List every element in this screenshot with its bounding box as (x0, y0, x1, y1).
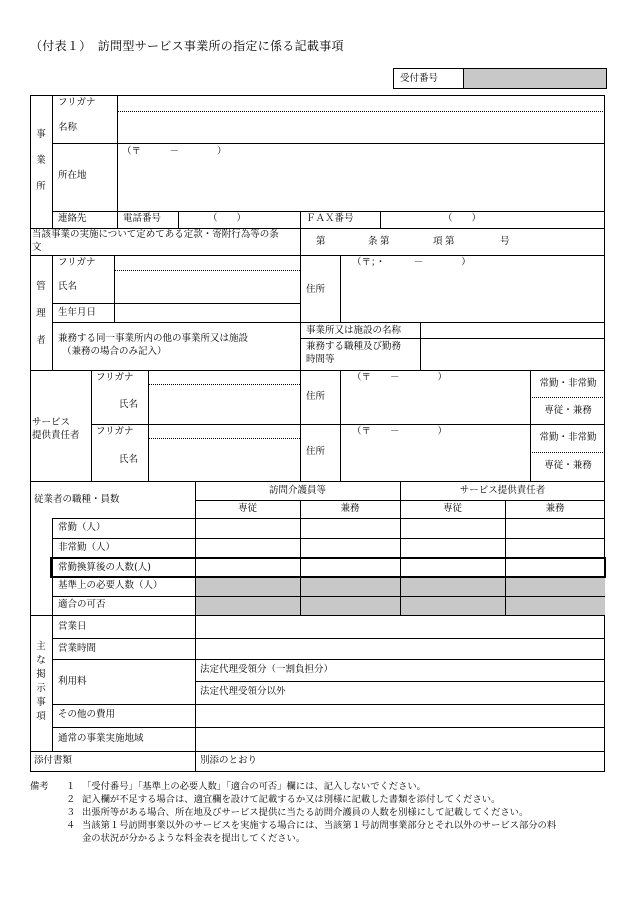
staff-group-visiting: 訪問介護員等 (268, 485, 326, 496)
note-item-4: ４ 当該第１号訪問事業以外のサービスを実施する場合には、当該第１号訪問事業部分とそれ以外のサービス部分の料 (66, 820, 557, 831)
note-item-4-cont: 金の状況が分かるような料金表を提出してください。 (82, 833, 306, 844)
main-label-5: 事 (36, 697, 46, 708)
main-days-label: 営業日 (58, 621, 87, 632)
provider2-postal: （〒 － ） (352, 426, 448, 437)
staff-row-fulltime: 常勤（人） (58, 522, 106, 533)
provider2-address-label: 住所 (306, 446, 326, 457)
provider1-fulltime: 常勤・非常勤 (539, 378, 597, 389)
manager-concurrent-line2: （兼務の場合のみ記入） (62, 346, 167, 357)
articles-label-line2: 文 (32, 242, 42, 253)
note-item-1: 備考 １ 「受付番号」「基準上の必要人数」「適合の可否」欄には、記入しないでください。 (30, 781, 426, 792)
staff-title: 従業者の職種・員数 (34, 494, 120, 505)
provider-label-line1: サービス (32, 417, 71, 428)
provider-label-line2: 提供責任者 (32, 430, 80, 441)
provider1-address-label: 住所 (306, 391, 326, 402)
provider1-dedicated: 専従・兼務 (544, 405, 592, 416)
articles-label-line1: 当該事業の実施について定めてある定款・寄附行為等の条 (32, 229, 279, 240)
staff-sub-4: 兼務 (545, 503, 565, 514)
provider2-furigana-label: フリガナ (96, 426, 134, 437)
articles-dai-2: 第 (380, 236, 390, 247)
staff-sub-1: 専従 (237, 503, 257, 514)
receipt-number-label: 受付番号 (394, 69, 464, 88)
main-hours-label: 営業時間 (58, 643, 97, 654)
staff-group-provider: サービス提供責任者 (459, 485, 546, 496)
manager-section-label-3: 者 (36, 335, 46, 346)
staff-row-parttime: 非常勤（人） (58, 542, 116, 553)
main-area-label: 通常の事業実施地域 (58, 733, 144, 744)
notes (30, 780, 556, 845)
attach-label: 添付書類 (34, 755, 73, 766)
manager-postal: （〒；・ － ） (352, 257, 471, 268)
provider1-name-label: 氏名 (119, 399, 139, 410)
manager-address-label: 住所 (306, 284, 326, 295)
main-label-2: な (36, 655, 46, 666)
staff-sub-3: 専従 (442, 503, 462, 514)
staff-sub-2: 兼務 (340, 503, 360, 514)
office-phone-paren: （ ） (208, 213, 247, 224)
manager-section-label-1: 管 (36, 281, 46, 292)
manager-dob-label: 生年月日 (58, 307, 97, 318)
office-section-label-3: 所 (36, 181, 46, 192)
articles-go: 号 (500, 236, 510, 247)
manager-duty-line1: 兼務する職種及び勤務 (306, 341, 402, 352)
manager-section-label-2: 理 (36, 308, 46, 319)
staff-row-required: 基準上の必要人数（人） (58, 580, 163, 591)
main-label-6: 項 (36, 711, 46, 722)
manager-name-label: 氏名 (58, 281, 78, 292)
note-item-3: ３ 出張所等がある場合、所在地及びサービス提供に当たる訪問介護員の人数を別様にして記載してください。 (66, 807, 529, 818)
articles-ko: 項 (433, 236, 443, 247)
main-label-4: 示 (36, 683, 46, 694)
manager-concurrent-line1: 兼務する同一事業所内の他の事業所又は施設 (58, 333, 249, 344)
office-contact-label: 連絡先 (58, 213, 87, 224)
main-other-fee-label: その他の費用 (58, 709, 116, 720)
office-address-label: 所在地 (58, 170, 87, 181)
provider2-dedicated: 専従・兼務 (544, 460, 592, 471)
main-fee-label: 利用料 (58, 676, 87, 687)
page-title: （付表１） 訪問型サービス事業所の指定に係る記載事項 (30, 39, 344, 53)
main-fee-proxy: 法定代理受領分（一割負担分） (200, 664, 334, 675)
notes-prefix: 備考 (30, 781, 49, 792)
office-name-label: 名称 (58, 122, 78, 133)
office-furigana-label: フリガナ (58, 97, 96, 108)
articles-jo: 条 (368, 236, 378, 247)
manager-facility-label: 事業所又は施設の名称 (306, 325, 402, 336)
office-postal: （〒 － ） (122, 146, 227, 157)
staff-row-compliance: 適合の可否 (58, 599, 106, 610)
provider2-name-label: 氏名 (119, 454, 139, 465)
provider1-postal: （〒 － ） (352, 372, 448, 383)
office-phone-label: 電話番号 (123, 213, 162, 224)
manager-furigana-label: フリガナ (58, 257, 96, 268)
articles-dai-3: 第 (445, 236, 455, 247)
main-label-3: 掲 (36, 669, 46, 680)
office-section-label-2: 業 (36, 155, 46, 166)
manager-duty-line2: 時間等 (306, 354, 335, 365)
staff-row-fte: 常勤換算後の人数(人) (58, 562, 151, 573)
note-item-2: ２ 記入欄が不足する場合は、適宜欄を設けて記載するか又は別様に記載した書類を添付してください。 (66, 794, 501, 805)
main-label-1: 主 (36, 641, 46, 652)
office-section-label-1: 事 (36, 129, 46, 140)
provider1-furigana-label: フリガナ (96, 372, 134, 383)
main-fee-other: 法定代理受領分以外 (200, 686, 286, 697)
articles-dai-1: 第 (316, 236, 326, 247)
provider2-fulltime: 常勤・非常勤 (539, 432, 597, 443)
office-fax-label: ＦＡＸ番号 (306, 213, 354, 224)
attach-value: 別添のとおり (200, 755, 258, 766)
office-fax-paren: （ ） (443, 213, 482, 224)
